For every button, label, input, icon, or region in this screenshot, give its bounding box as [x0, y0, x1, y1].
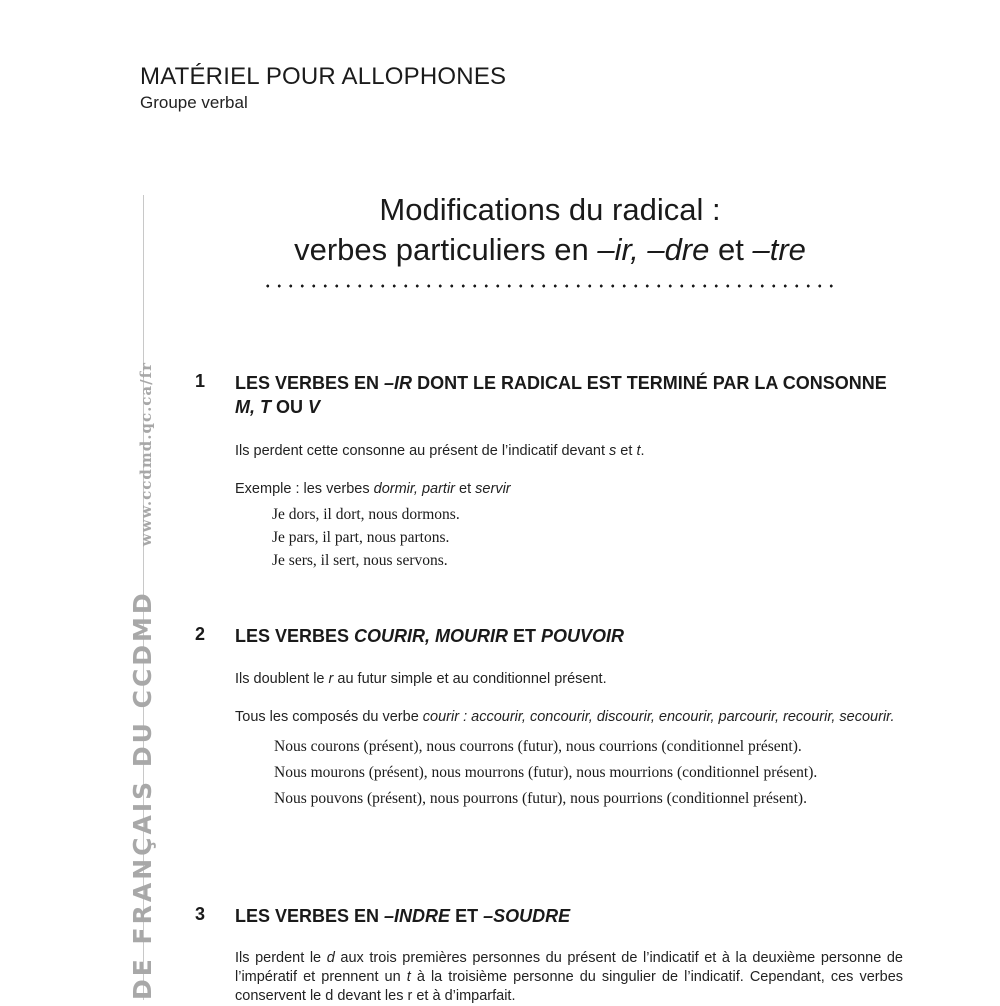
example-line: Je dors, il dort, nous dormons.: [272, 506, 460, 523]
example-line: Je sers, il sert, nous servons.: [272, 552, 448, 569]
side-url[interactable]: www.ccdmd.qc.ca/fr: [137, 362, 155, 547]
section-rule-text: Ils perdent le d aux trois premières personnes du présent de l’indicatif et à la deuxième personne de l’impératif et prennent un t à la troisième personne du singulier de l’indicatif. Cependant, ces verbes conservent le d devant les r et à d’imparfait.: [235, 950, 904, 1004]
section-number: 1: [195, 371, 206, 391]
title-line-2: [180, 230, 920, 270]
example-line: Nous courons (présent), nous courrons (futur), nous courrions (conditionnel présent).: [274, 738, 802, 755]
title-dotted-rule: [262, 284, 838, 288]
section-rule-text: Ils doublent le r au futur simple et au conditionnel présent.: [235, 671, 607, 687]
vertical-side-text: [128, 362, 157, 1000]
title-text: verbes particuliers en: [294, 232, 598, 267]
title-line-1: Modifications du radical :: [379, 192, 721, 227]
example-line: Je pars, il part, nous partons.: [272, 529, 450, 546]
section-1: [195, 371, 910, 572]
title-dre: –dre: [647, 232, 710, 267]
example-line: Nous mourons (présent), nous mourrons (futur), nous mourrions (conditionnel présent).: [274, 764, 818, 781]
compounds-text: Tous les composés du verbe courir : accourir, concourir, discourir, encourir, parcourir, recourir, secourir.: [235, 709, 895, 725]
title-and: et: [709, 232, 753, 267]
title-ir: –ir,: [597, 232, 639, 267]
example-line: Nous pouvons (présent), nous pourrons (futur), nous pourrions (conditionnel présent).: [274, 790, 807, 807]
header-subtitle: Groupe verbal: [140, 93, 248, 112]
section-number: 2: [195, 624, 206, 644]
example-lines: [274, 735, 902, 810]
section-heading: LES VERBES EN –IR DONT LE RADICAL EST TERMINÉ PAR LA CONSONNE M, T OU V: [235, 373, 887, 417]
section-heading: LES VERBES COURIR, MOURIR ET POUVOIR: [235, 626, 625, 646]
section-rule-text: Ils perdent cette consonne au présent de l’indicatif devant s et t.: [235, 443, 645, 459]
header-title: MATÉRIEL POUR ALLOPHONES: [140, 63, 507, 90]
section-2: [195, 624, 910, 810]
section-heading: LES VERBES EN –INDRE ET –SOUDRE: [235, 906, 571, 926]
example-intro: Exemple : les verbes dormir, partir et servir: [235, 481, 511, 497]
title-tre: –tre: [752, 232, 806, 267]
page-header: [140, 62, 506, 114]
section-number: 3: [195, 904, 206, 924]
page-title: [180, 190, 920, 270]
section-3: [195, 904, 910, 1006]
example-lines: [272, 503, 910, 572]
side-publisher: DE FRANÇAIS DU CCDMD: [128, 590, 157, 1000]
